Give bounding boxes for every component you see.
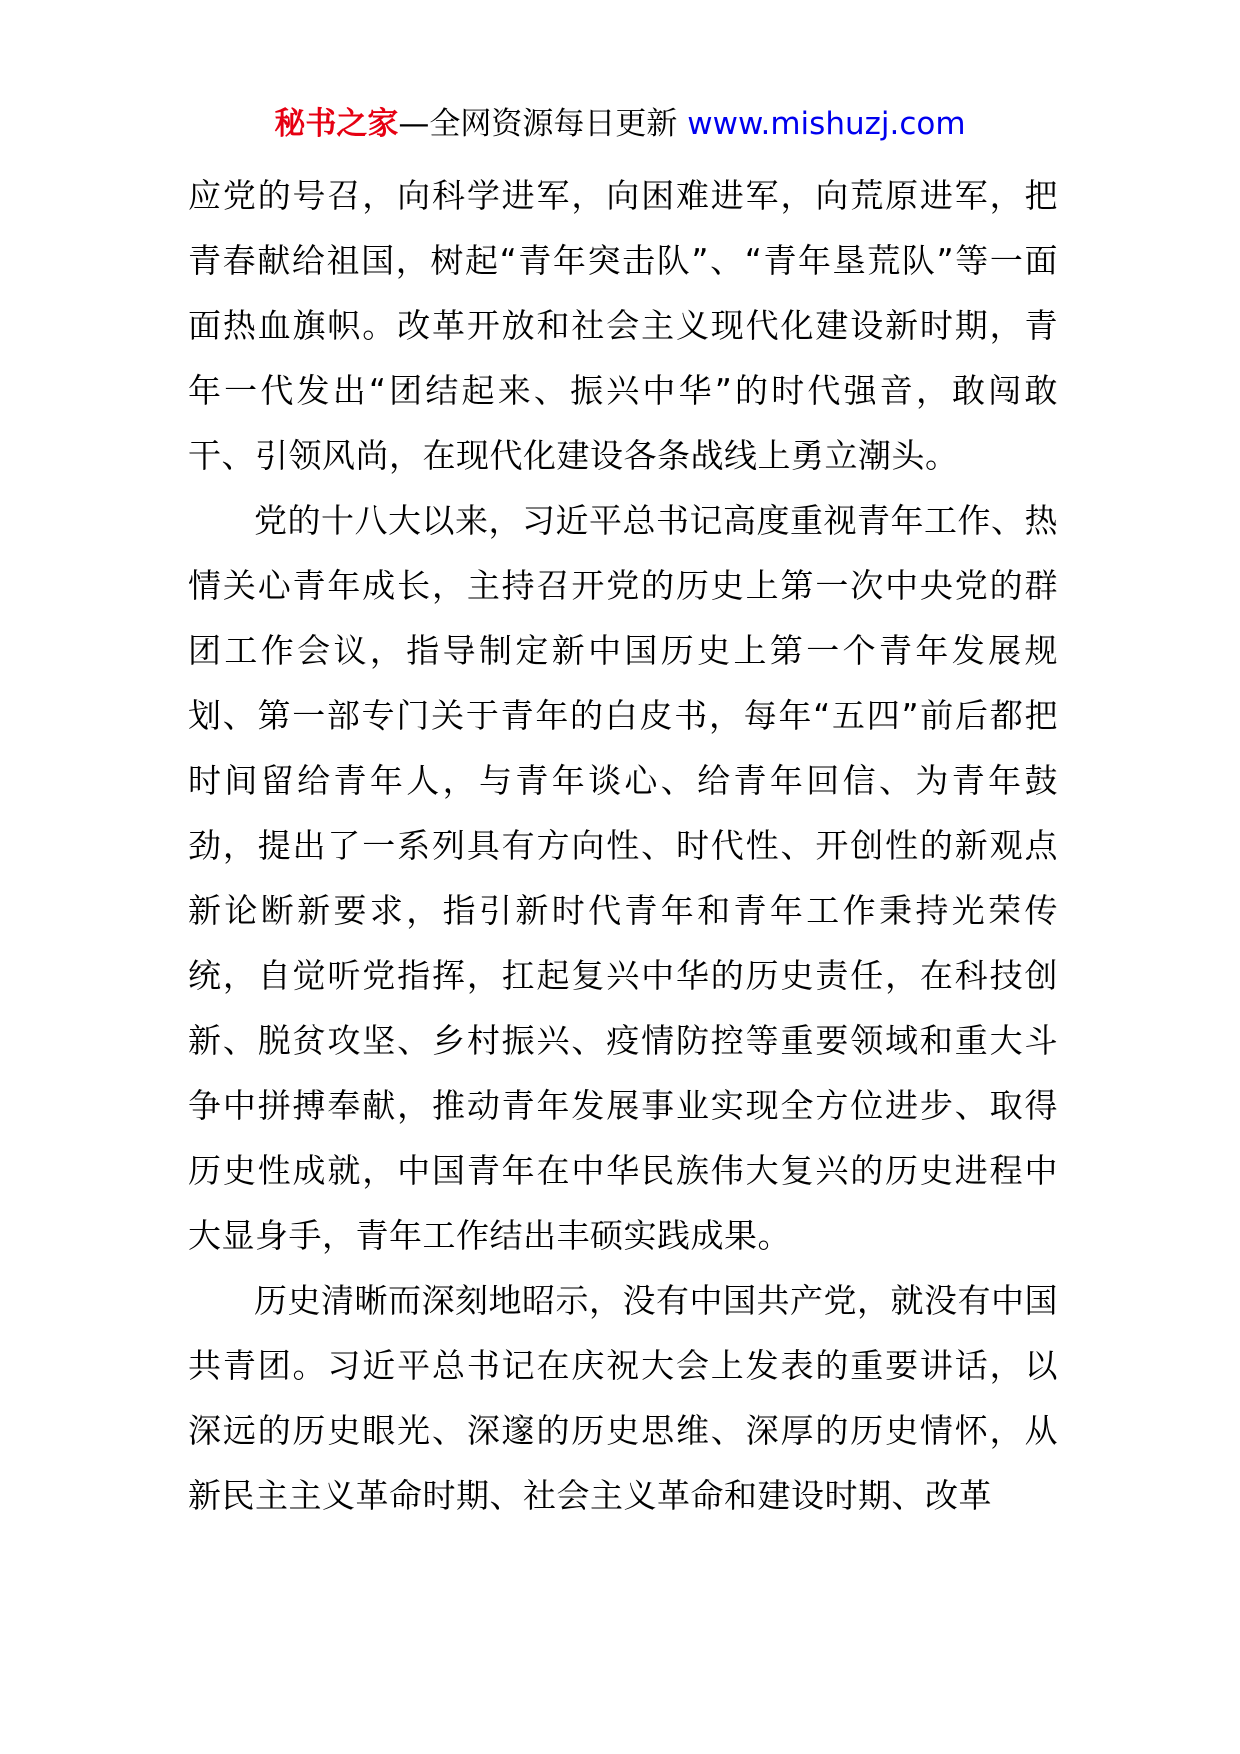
paragraph: 党的十八大以来，习近平总书记高度重视青年工作、热情关心青年成长，主持召开党的历史上第一次中央党的群团工作会议，指导制定新中国历史上第一个青年发展规划、第一部专门关于青年的白皮书，每年“五四”前后都把时间留给青年人，与青年谈心、给青年回信、为青年鼓劲，提出了一系列具有方向性、时代性、开创性的新观点新论断新要求，指引新时代青年和青年工作秉持光荣传统，自觉听党指挥，扛起复兴中华的历史责任，在科技创新、脱贫攻坚、乡村振兴、疫情防控等重要领域和重大斗争中拼搏奉献，推动青年发展事业实现全方位进步、取得历史性成就，中国青年在中华民族伟大复兴的历史进程中大显身手，青年工作结出丰硕实践成果。 [188,501,1058,1255]
document-body [188,163,1058,1528]
header-tagline: —全网资源每日更新 [398,106,688,142]
paragraph: 历史清晰而深刻地昭示，没有中国共产党，就没有中国共青团。习近平总书记在庆祝大会上发表的重要讲话，以深远的历史眼光、深邃的历史思维、深厚的历史情怀，从新民主主义革命时期、社会主义革命和建设时期、改革 [188,1281,1058,1515]
brand-name: 秘书之家 [274,106,399,142]
page-header [0,104,1240,144]
paragraph-continued: 应党的号召，向科学进军，向困难进军，向荒原进军，把青春献给祖国，树起“青年突击队”、“青年垦荒队”等一面面热血旗帜。改革开放和社会主义现代化建设新时期，青年一代发出“团结起来、振兴中华”的时代强音，敢闯敢干、引领风尚，在现代化建设各条战线上勇立潮头。 [188,176,1058,475]
site-url-link[interactable]: www.mishuzj.com [687,106,966,142]
